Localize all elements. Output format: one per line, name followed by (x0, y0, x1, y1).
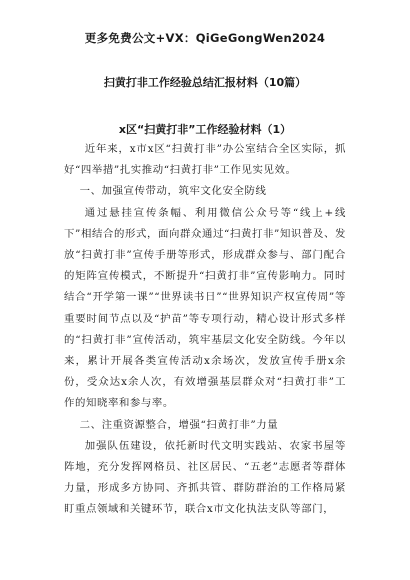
document-body (64, 139, 346, 521)
paragraph-2: 加强队伍建设，依托新时代文明实践站、农家书屋等阵地，充分发挥网格员、社区居民、“五老”志愿者等群体力量，形成多方协同、齐抓共管、群防群治的工作格局紧盯重点领域和关键环节，联合x市文化执法支队等部门， (64, 439, 346, 516)
watermark-text: 更多免费公文+VX：QiGeGongWen2024 (84, 31, 326, 45)
section-title: x区“扫黄打非”工作经验材料（1） (118, 123, 292, 136)
document-title: 扫黄打非工作经验总结汇报材料（10篇） (103, 76, 307, 89)
subheading-1: 一、加强宣传带动，筑牢文化安全防线 (79, 185, 267, 198)
paragraph-intro: 近年来，x市x区“扫黄打非”办公室结合全区实际，抓好“四举措”扎实推动“扫黄打非”工作见实见效。 (64, 143, 346, 177)
paragraph-1: 通过悬挂宣传条幅、利用微信公众号等“线上+线下”相结合的形式，面向群众通过“扫黄打非”知识普及、发放“扫黄打非”宣传手册等形式，形成群众参与、部门配合的矩阵宣传模式，不断提升“扫黄打非”宣传影响力。同时结合“开学第一课”“世界读书日”“世界知识产权宣传周”等重要时间节点以及“护苗”等专项行动，精心设计形式多样的“扫黄打非”宣传活动，筑牢基层文化安全防线。今年以来，累计开展各类宣传活动x余场次，发放宣传手册x余份，受众达x余人次，有效增强基层群众对“扫黄打非”工作的知晓率和参与率。 (64, 206, 346, 410)
subheading-2: 二、注重资源整合，增强“扫黄打非”力量 (79, 418, 279, 431)
